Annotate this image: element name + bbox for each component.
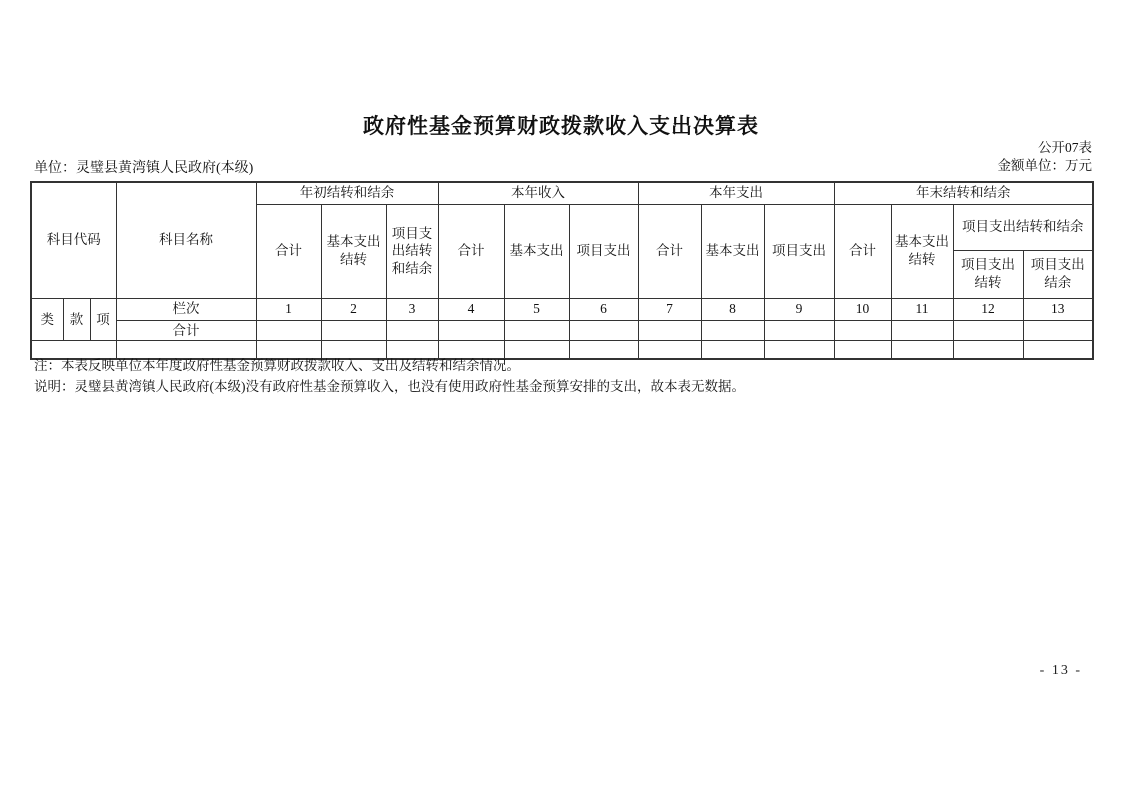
value-cell bbox=[701, 341, 764, 359]
meta-right-block bbox=[998, 140, 1093, 176]
value-cell bbox=[638, 320, 701, 341]
header-col-10: 合计 bbox=[834, 204, 891, 298]
lane-number: 9 bbox=[764, 298, 834, 320]
value-cell bbox=[891, 341, 953, 359]
lane-number: 8 bbox=[701, 298, 764, 320]
header-code-section: 款 bbox=[63, 298, 90, 341]
value-cell bbox=[256, 320, 321, 341]
header-code-class: 类 bbox=[31, 298, 63, 341]
header-group-year-expense: 本年支出 bbox=[638, 182, 834, 204]
value-cell bbox=[953, 320, 1023, 341]
value-cell bbox=[834, 320, 891, 341]
footnotes bbox=[34, 357, 1092, 398]
header-subject-code: 科目代码 bbox=[31, 182, 116, 298]
header-col-6: 项目支出 bbox=[569, 204, 638, 298]
lane-number: 2 bbox=[321, 298, 386, 320]
header-col-5: 基本支出 bbox=[504, 204, 569, 298]
header-group-begin-balance: 年初结转和结余 bbox=[256, 182, 438, 204]
value-cell bbox=[953, 341, 1023, 359]
header-col-8: 基本支出 bbox=[701, 204, 764, 298]
value-cell bbox=[256, 341, 321, 359]
lane-number: 4 bbox=[438, 298, 504, 320]
header-group-year-income: 本年收入 bbox=[438, 182, 638, 204]
header-col-13: 项目支出结余 bbox=[1023, 250, 1093, 298]
unit-label: 单位：灵璧县黄湾镇人民政府(本级) bbox=[34, 161, 254, 176]
value-cell bbox=[386, 320, 438, 341]
header-group-end-balance: 年末结转和结余 bbox=[834, 182, 1093, 204]
header-col-4: 合计 bbox=[438, 204, 504, 298]
lane-row-label: 栏次 bbox=[116, 298, 256, 320]
value-cell bbox=[701, 320, 764, 341]
lane-number: 12 bbox=[953, 298, 1023, 320]
header-col-3: 项目支出结转和结余 bbox=[386, 204, 438, 298]
lane-number: 6 bbox=[569, 298, 638, 320]
value-cell bbox=[569, 320, 638, 341]
table-remark: 说明：灵璧县黄湾镇人民政府(本级)没有政府性基金预算收入，也没有使用政府性基金预算安排的支出，故本表无数据。 bbox=[34, 378, 745, 394]
value-cell bbox=[321, 320, 386, 341]
amount-unit-label: 金额单位：万元 bbox=[997, 158, 1092, 174]
header-col-1: 合计 bbox=[256, 204, 321, 298]
value-cell bbox=[386, 341, 438, 359]
header-col-9: 项目支出 bbox=[764, 204, 834, 298]
value-cell bbox=[1023, 320, 1093, 341]
value-cell bbox=[1023, 341, 1093, 359]
value-cell bbox=[504, 320, 569, 341]
value-cell bbox=[438, 320, 504, 341]
value-cell bbox=[638, 341, 701, 359]
value-cell bbox=[569, 341, 638, 359]
header-code-item: 项 bbox=[90, 298, 116, 341]
header-col-11: 基本支出结转 bbox=[891, 204, 953, 298]
page-title: 政府性基金预算财政拨款收入支出决算表 bbox=[363, 115, 759, 138]
lane-number: 1 bbox=[256, 298, 321, 320]
lane-number: 5 bbox=[504, 298, 569, 320]
lane-number: 3 bbox=[386, 298, 438, 320]
lane-number: 7 bbox=[638, 298, 701, 320]
value-cell bbox=[764, 320, 834, 341]
lane-number: 10 bbox=[834, 298, 891, 320]
header-col-2: 基本支出结转 bbox=[321, 204, 386, 298]
value-cell bbox=[764, 341, 834, 359]
value-cell bbox=[834, 341, 891, 359]
doc-code: 公开07表 bbox=[1038, 140, 1092, 155]
value-cell bbox=[504, 341, 569, 359]
header-col-12: 项目支出结转 bbox=[953, 250, 1023, 298]
header-col-7: 合计 bbox=[638, 204, 701, 298]
empty-name-cell bbox=[116, 341, 256, 359]
table-note: 注：本表反映单位本年度政府性基金预算财政拨款收入、支出及结转和结余情况。 bbox=[34, 358, 520, 373]
header-subgroup-project-balance: 项目支出结转和结余 bbox=[953, 204, 1093, 250]
value-cell bbox=[891, 320, 953, 341]
fund-budget-table bbox=[30, 181, 1094, 360]
lane-number: 11 bbox=[891, 298, 953, 320]
value-cell bbox=[321, 341, 386, 359]
page-number: - 13 - bbox=[1039, 663, 1082, 678]
lane-number: 13 bbox=[1023, 298, 1093, 320]
total-row-label: 合计 bbox=[116, 320, 256, 341]
value-cell bbox=[438, 341, 504, 359]
header-subject-name: 科目名称 bbox=[116, 182, 256, 298]
empty-code-cell bbox=[31, 341, 116, 359]
